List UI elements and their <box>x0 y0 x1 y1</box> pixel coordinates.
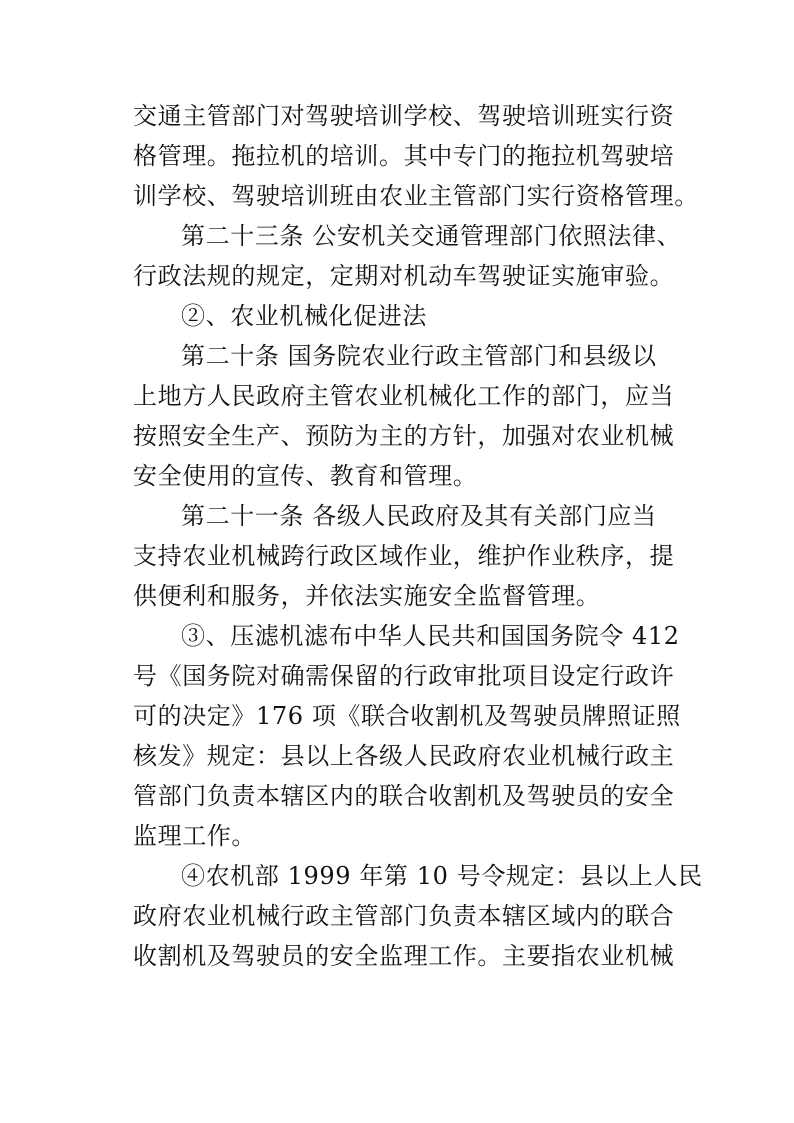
text-line: 训学校、驾驶培训班由农业主管部门实行资格管理。 <box>133 182 699 210</box>
text-line: ④农机部 1999 年第 10 号令规定：县以上人民 <box>181 862 703 890</box>
document-body <box>133 96 703 976</box>
paragraph <box>133 96 699 216</box>
text-line: 上地方人民政府主管农业机械化工作的部门，应当 <box>133 382 675 410</box>
paragraph-article-21 <box>133 496 673 616</box>
text-line: 格管理。拖拉机的培训。其中专门的拖拉机驾驶培 <box>133 142 675 170</box>
text-line: 收割机及驾驶员的安全监理工作。主要指农业机械 <box>133 942 675 970</box>
text-line: 政府农业机械行政主管部门负责本辖区域内的联合 <box>133 902 675 930</box>
paragraph-order-412 <box>133 616 681 856</box>
text-line: 第二十条 国务院农业行政主管部门和县级以 <box>181 342 657 370</box>
paragraph-order-1999 <box>133 856 703 976</box>
text-line: 交通主管部门对驾驶培训学校、驾驶培训班实行资 <box>133 102 675 130</box>
text-line: 号《国务院对确需保留的行政审批项目设定行政许 <box>133 662 675 690</box>
text-line: 行政法规的规定，定期对机动车驾驶证实施审验。 <box>133 262 675 290</box>
text-line: 支持农业机械跨行政区域作业，维护作业秩序，提 <box>133 542 675 570</box>
text-line: 按照安全生产、预防为主的方针，加强对农业机械 <box>133 422 675 450</box>
text-line: 可的决定》176 项《联合收割机及驾驶员牌照证照 <box>133 702 681 730</box>
section-heading <box>133 296 673 336</box>
text-line: 第二十一条 各级人民政府及其有关部门应当 <box>181 502 657 530</box>
text-line: ②、农业机械化促进法 <box>181 302 427 330</box>
text-line: 第二十三条 公安机关交通管理部门依照法律、 <box>181 222 682 250</box>
paragraph-article-23 <box>133 216 682 296</box>
paragraph-article-20 <box>133 336 673 496</box>
text-line: 管部门负责本辖区内的联合收割机及驾驶员的安全 <box>133 782 675 810</box>
text-line: 供便利和服务，并依法实施安全监督管理。 <box>133 582 601 610</box>
text-line: ③、压滤机滤布中华人民共和国国务院令 412 <box>181 622 680 650</box>
text-line: 核发》规定：县以上各级人民政府农业机械行政主 <box>133 742 675 770</box>
text-line: 监理工作。 <box>133 822 256 850</box>
text-line: 安全使用的宣传、教育和管理。 <box>133 462 478 490</box>
